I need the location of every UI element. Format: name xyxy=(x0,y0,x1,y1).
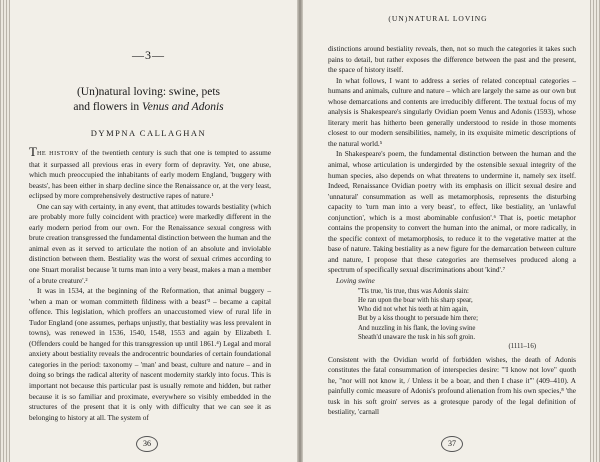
section-heading: Loving swine xyxy=(336,276,375,286)
paragraph: distinctions around bestiality reveals, then, not so much the categories it takes such pains to detail, but rather exposes the difference between the past and the present, the space of history itself. xyxy=(328,44,576,75)
running-head: (UN)NATURAL LOVING xyxy=(388,14,488,23)
author-name: DYMPNA CALLAGHAN xyxy=(90,128,207,138)
chapter-title-line-1: (Un)natural loving: swine, pets xyxy=(76,86,221,98)
paragraph: In what follows, I want to address a series of related conceptual categories – humans and animals, culture and nature – which are largely the same as our own but whose demarcations and contents are irreducibly different. The textual focus of my analysis is Shakespeare's singularly Ovidian poem Venus and Adonis (1593), whose literary merit has hitherto been generally understood to reside in those moments closest to our modern sensibilities, namely, in its exquisite mimetic descriptions of the natural world.⁵ xyxy=(328,75,576,148)
paragraph: Consistent with the Ovidian world of forbidden wishes, the death of Adonis constitutes the fatal consummation of interspecies desire: '"I know not love" quoth he, "nor will not know it, / Unless it be a boar, and then I chase it"' (409–410). A painfully comic measure of Adonis's profound alienation from his own species,⁸ 'the tusk in his soft groin' serves as a grotesque parody of the legal definition of bestiality, 'carnall xyxy=(328,354,576,417)
page-number-right: 37 xyxy=(441,436,463,452)
chapter-title xyxy=(30,85,267,115)
left-body-text xyxy=(29,144,272,423)
chapter-number: —3— xyxy=(132,48,165,62)
poem-line: He ran upon the boar with his sharp spear, xyxy=(358,296,473,304)
left-page xyxy=(0,0,297,462)
right-body-text xyxy=(328,44,576,418)
paragraph: It was in 1534, at the beginning of the Reformation, that animal buggery – 'when a man or woman committeth fildiness with a beast'³ – became a capital offence. This legislation, which proffers an unaccustomed view of rural life in Tudor England (one assumes, perhaps unjustly, that bestiality was less prevalent in towns), was renewed in 1536, 1540, 1548, 1553 and again by Elizabeth I. (Offenders could be hanged for this transgression up until 1861.⁴) Legal and moral anxiety about bestiality reveals the androcentric boundaries of certain foundational categories in the period: taxonomy – 'man' and beast, culture and nature – and in doing so brings the radical alterity of nascent modernity starkly into focus. This is important not because this particular past is usually remote and hidden, but rather because it is so familiar and proximate, everywhere so visibly embedded in the structures of the present that it is only with difficulty that we can see it as belonging to history at all. The system of xyxy=(29,286,271,422)
page-number-left: 36 xyxy=(136,436,158,452)
page-edge-left xyxy=(0,0,10,462)
poem-quotation xyxy=(358,287,576,352)
paragraph: One can say with certainty, in any event, that attitudes towards bestiality (which are probably more fully coincident with practice) were markedly different in the early modern period from our own. For the Renaissance sexual congress with brute creation transgressed the fundamental distinction between the human and the animal even as it served to articulate the notion of an absolute and inviolable distinction between them. Bestiality was the worst of sexual crimes according to one Stuart moralist because 'it turns man into a very beast, makes a man a member of a brute creature'.² xyxy=(29,201,271,285)
poem-line: Sheath'd unaware the tusk in his soft groin. xyxy=(358,334,476,342)
paragraph: In Shakespeare's poem, the fundamental distinction between the human and the animal, whose articulation is undergirded by the ostensible sexual integrity of the human species, also depends on what threatens to undermine it, namely sex itself. Indeed, Renaissance Ovidian poetry with its emphasis on illicit sexual desire and 'unnatural' consummation as well as metamorphosis, represents the disturbing capacity to 'turn man into a very beast', to effect, like bestiality, an 'unlawful conjunction', which is a most abominable confusion'.⁶ That is, poetic metaphor contains the propensity to convert the human into the animal, or more radically, in the specific context of metamorphosis, to reduce it to the vegetative matter at the base of nature. Taking bestiality as a new figure for the demarcation between culture and nature, I propose that these categories are themselves produced along a spectrum of specifically sexual discriminations about 'kind'.⁷ xyxy=(328,149,576,275)
poem-line: And nuzzling in his flank, the loving swine xyxy=(358,324,476,332)
right-page xyxy=(303,0,600,462)
poem-line: Who did not whet his teeth at him again, xyxy=(358,306,469,314)
drop-cap: T xyxy=(29,144,37,159)
poem-line: But by a kiss thought to persuade him there; xyxy=(358,315,479,323)
chapter-title-line-2: and flowers in Venus and Adonis xyxy=(73,101,224,113)
paragraph: THE HISTORY of the twentieth century is such that one is tempted to assume that it surpassed all previous eras in every form of depravity. Yet, one abuse, which much preoccupied the inhabitants of early modern England, 'buggery with beasts', has been either in sharp decline since the Renaissance or, at the very least, eclipsed by more comprehensively destructive rapes of nature.¹ xyxy=(29,144,272,201)
poem-line: ''Tis true, 'tis true, thus was Adonis slain: xyxy=(358,287,469,295)
poem-line-reference: (1111–16) xyxy=(508,343,536,351)
page-edge-right xyxy=(590,0,600,462)
